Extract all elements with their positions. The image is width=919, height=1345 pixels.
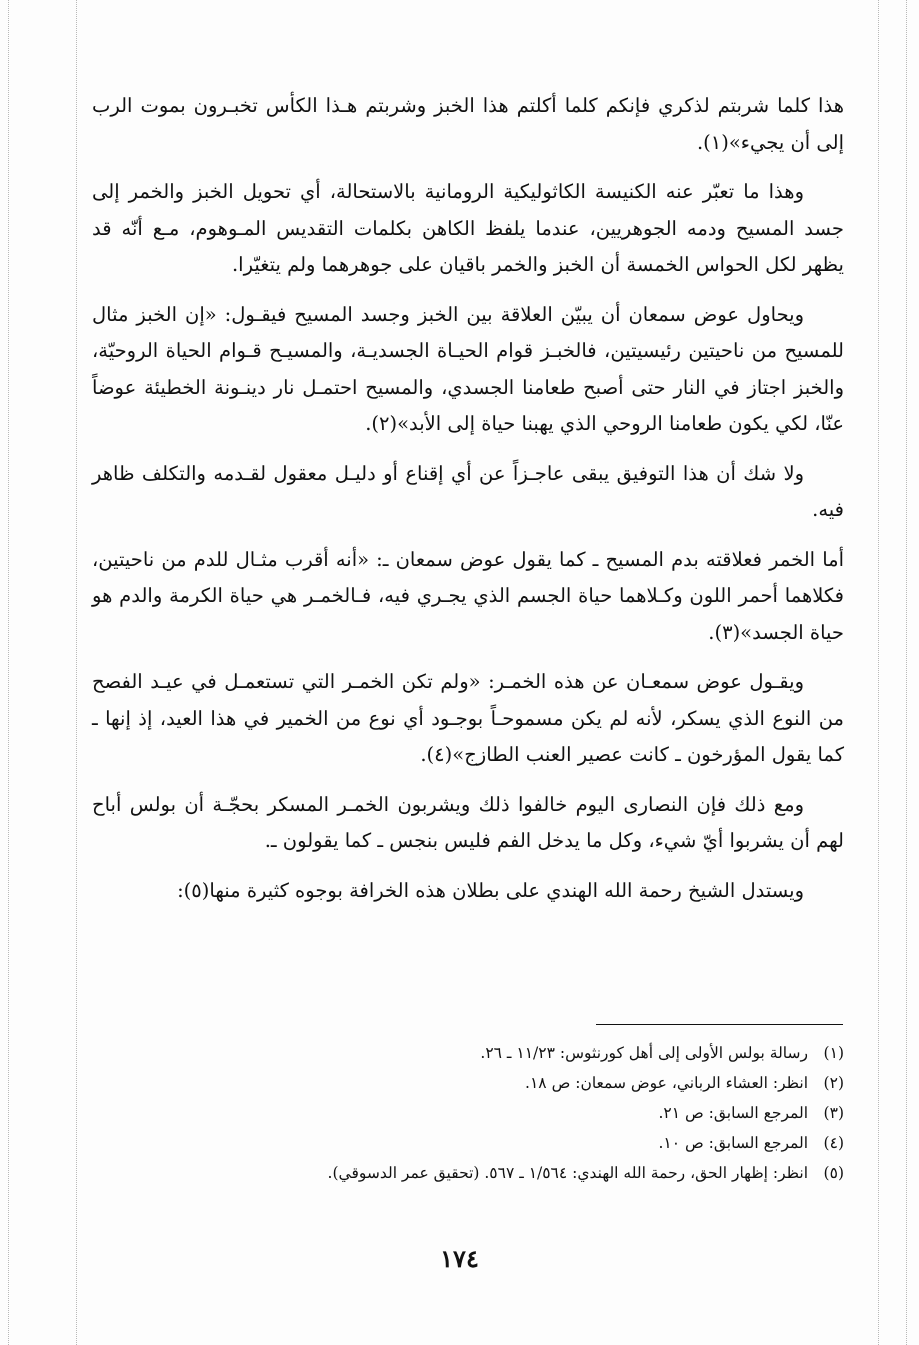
paragraph: هذا كلما شربتم لذكري فإنكم كلما أكلتم هذا الخبز وشربتم هـذا الكأس تخبـرون بموت الرب إلى أن يجيء»(١). [92, 94, 844, 154]
footnote-text: رسالة بولس الأولى إلى أهل كورنثوس: ١١/٢٣ ـ ٢٦. [480, 1044, 808, 1062]
page-number: ١٧٤ [440, 1244, 479, 1273]
paragraph: ويقـول عوض سمعـان عن هذه الخمـر: «ولم تكن الخمـر التي تستعمـل في عيـد الفصح من النوع الذي يسكر، لأنه لم يكن مسموحـاً بوجـود أي نوع من الخمير في هذا العيد، إذ إنها ـ كما يقول المؤرخون ـ كانت عصير العنب الطازج»(٤). [92, 670, 844, 766]
footnote-number: (٢) [823, 1074, 844, 1092]
footnotes [120, 1038, 844, 1188]
footnote-item [120, 1068, 844, 1098]
paragraph: ولا شك أن هذا التوفيق يبقى عاجـزاً عن أي إقناع أو دليـل معقول لقـدمه والتكلف ظاهر فيه. [92, 461, 844, 521]
footnote-text: انظر: إظهار الحق، رحمة الله الهندي: ١/٥٦٤ ـ ٥٦٧. (تحقيق عمر الدسوقي). [327, 1164, 808, 1182]
paragraph: ويستدل الشيخ رحمة الله الهندي على بطلان هذه الخرافة بوجوه كثيرة منها(٥): [177, 878, 804, 902]
paragraph: ومع ذلك فإن النصارى اليوم خالفوا ذلك ويشربون الخمـر المسكر بحجّـة أن بولس أباح لهم أن يشربوا أيّ شيء، وكل ما يدخل الفم فليس بنجس ـ كما يقولون ـ. [92, 792, 844, 852]
footnote-text: انظر: العشاء الرباني، عوض سمعان: ص ١٨. [525, 1074, 808, 1092]
main-text [92, 88, 844, 922]
footnote-number: (٥) [823, 1164, 844, 1182]
footnote-item [120, 1128, 844, 1158]
footnote-item [120, 1158, 844, 1188]
scan-guide-line [878, 0, 879, 1345]
scan-guide-line [906, 0, 907, 1345]
footnote-separator [596, 1024, 843, 1025]
paragraph: أما الخمر فعلاقته بدم المسيح ـ كما يقول عوض سمعان ـ: «أنه أقرب مثـال للدم من ناحيتين، فكلاهما أحمر اللون وكـلاهما حياة الجسم الذي يجـري فيه، فـالخمـر هي حياة الكرمة والدم هو حياة الجسد»(٣). [92, 547, 844, 644]
footnote-item [120, 1098, 844, 1128]
footnote-text: المرجع السابق: ص ١٠. [658, 1134, 808, 1152]
scan-guide-line [8, 0, 9, 1345]
paragraph: ويحاول عوض سمعان أن يبيّن العلاقة بين الخبز وجسد المسيح فيقـول: «إن الخبز مثال للمسيح من ناحيتين رئيسيتين، فالخبـز قوام الحيـاة الجسديـة، والمسيـح قـوام الحياة الروحيّة، والخبز اجتاز في النار حتى أصبح طعامنا الجسدي، والمسيح احتمـل نار دينـونة الخطيئة عوضاً عنّا، لكي يكون طعامنا الروحي الذي يهبنا حياة إلى الأبد»(٢). [92, 302, 844, 435]
footnote-item [120, 1038, 844, 1068]
scan-guide-line [76, 0, 77, 1345]
footnote-number: (٤) [823, 1134, 844, 1152]
footnote-number: (١) [823, 1044, 844, 1062]
footnote-text: المرجع السابق: ص ٢١. [658, 1104, 808, 1122]
paragraph: وهذا ما تعبّر عنه الكنيسة الكاثوليكية الرومانية بالاستحالة، أي تحويل الخبز والخمر إلى جسد المسيح ودمه الجوهريين، عندما يلفظ الكاهن بكلمات التقديس المـوهوم، مـع أنّه قد يظهر لكل الحواس الخمسة أن الخبز والخمر باقيان على جوهرهما ولم يتغيّرا. [92, 180, 844, 276]
footnote-number: (٣) [823, 1104, 844, 1122]
